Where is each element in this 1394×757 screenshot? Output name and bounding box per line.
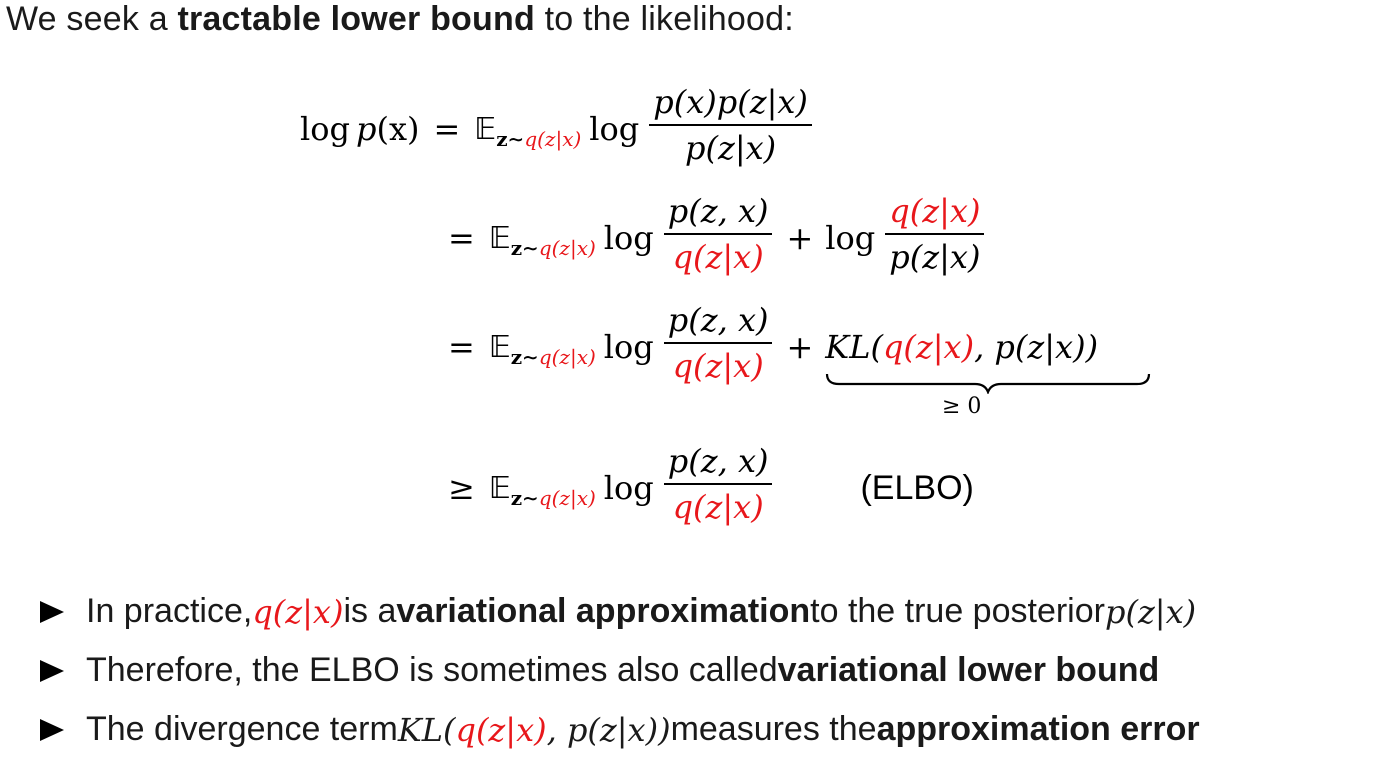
bullet-item-2: Therefore, the ELBO is sometimes also called variational lower bound: [40, 651, 1159, 690]
bullet-triangle-icon: [40, 719, 64, 741]
bullet-triangle-icon: [40, 660, 64, 682]
elbo-label: (ELBO): [860, 468, 974, 507]
fraction-joint-over-q: $\frac{p(z, x)}{q(z|x)}$: [664, 439, 773, 529]
fraction-joint-over-q: $\frac{p(z, x)}{q(z|x)}$: [664, 189, 773, 279]
fraction-joint-over-q: $\frac{p(z, x)}{q(z|x)}$: [664, 298, 773, 388]
intro-bold-phrase: tractable lower bound: [177, 0, 535, 38]
derivation-line-4: ≥ 𝔼 z∼q(z|x) log $\frac{p(z, x)}{q(z|x)}$ (ELBO): [448, 443, 974, 533]
underbrace-icon: [825, 372, 1151, 394]
brace-label: ≥ 0: [941, 394, 982, 419]
bullet-item-1: In practice, q(z|x) is a variational approximation to the true posterior p(z|x): [40, 592, 1196, 631]
bullet-item-3: The divergence term KL( q(z|x) , p(z|x)) measures the approximation error: [40, 710, 1200, 749]
derivation-line-1: log p (x) = 𝔼 z∼q(z|x) log $\frac{p(x)p(z|x)}{p(z|x)}$: [300, 84, 814, 174]
derivation-line-3: = 𝔼 z∼q(z|x) log $\frac{p(z, x)}{q(z|x)}$ + KL(q(z|x), p(z|x)) ≥ 0: [448, 302, 1098, 392]
fraction-line-1: $\frac{p(x)p(z|x)}{p(z|x)}$: [649, 80, 812, 170]
intro-sentence: We seek a tractable lower bound to the likelihood:: [6, 0, 794, 38]
fraction-q-over-posterior: $\frac{q(z|x)}{p(z|x)}$: [885, 189, 984, 279]
derivation-line-2: = 𝔼 z∼q(z|x) log $\frac{p(z, x)}{q(z|x)}$ + log $\frac{q(z|x)}{p(z|x)}$: [448, 193, 986, 283]
kl-term-underbrace: KL(q(z|x), p(z|x)) ≥ 0: [825, 328, 1098, 366]
bullet-triangle-icon: [40, 601, 64, 623]
